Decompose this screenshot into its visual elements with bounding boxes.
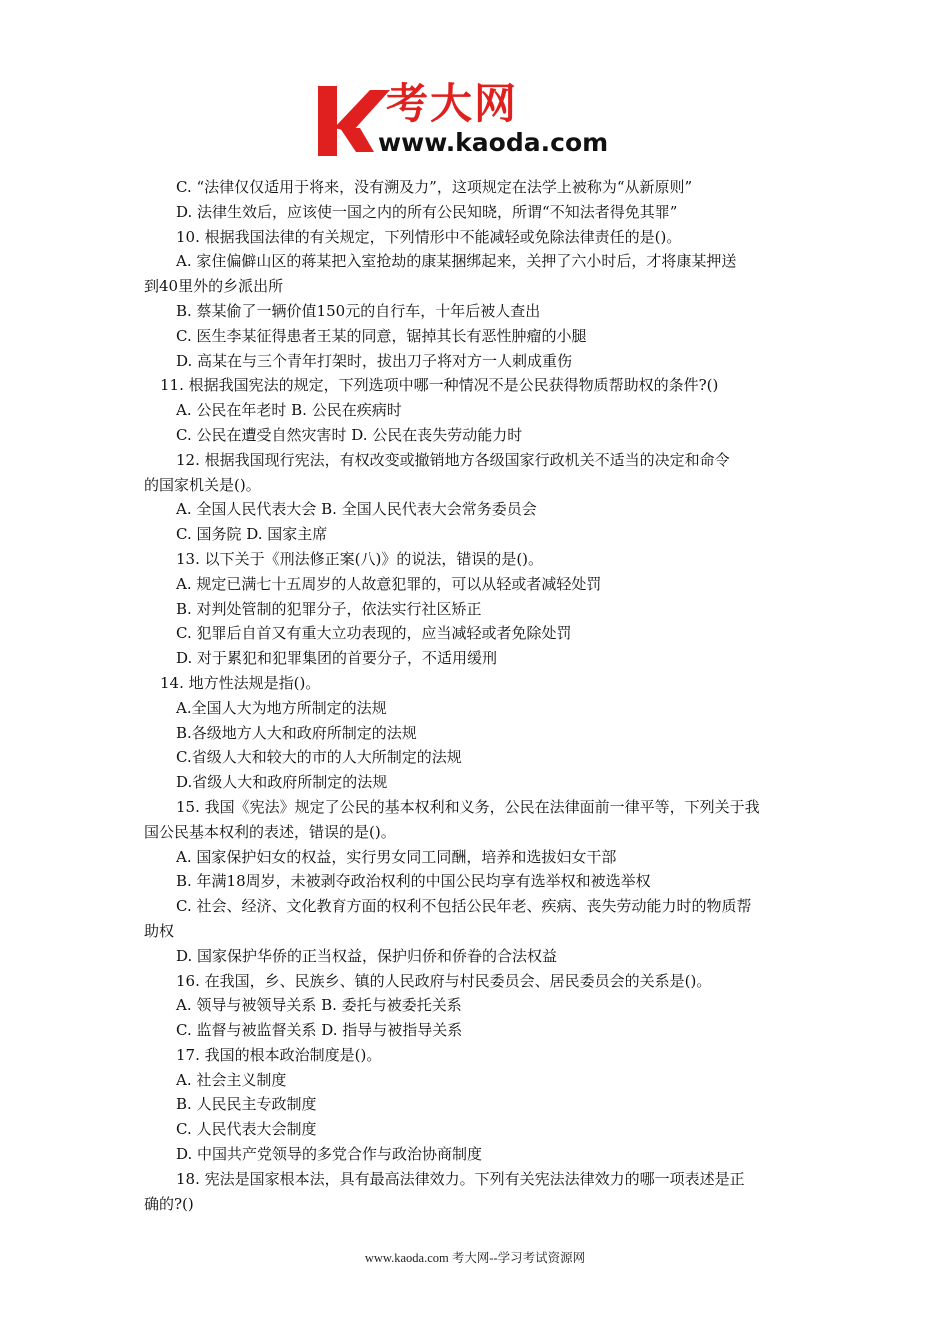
text-line: C. 医生李某征得患者王某的同意，锯掉其长有恶性肿瘤的小腿 (176, 326, 587, 345)
text-line: B. 人民民主专政制度 (176, 1095, 317, 1114)
text-line: B. 蔡某偷了一辆价值150元的自行车，十年后被人查出 (176, 301, 541, 320)
text-line: A. 国家保护妇女的权益，实行男女同工同酬，培养和选拔妇女干部 (176, 847, 617, 866)
text-line: D. 对于累犯和犯罪集团的首要分子，不适用缓刑 (176, 649, 498, 668)
text-line: 10. 根据我国法律的有关规定，下列情形中不能减轻或免除法律责任的是()。 (176, 227, 682, 246)
text-line: D. 高某在与三个青年打架时，拔出刀子将对方一人刺成重伤 (176, 351, 573, 370)
text-line: 到40里外的乡派出所 (144, 277, 284, 296)
text-line: D. 国家保护华侨的正当权益，保护归侨和侨眷的合法权益 (176, 946, 558, 965)
text-line: D. 法律生效后，应该使一国之内的所有公民知晓，所谓“不知法者得免其罪” (176, 202, 678, 221)
text-line: 助权 (144, 921, 175, 940)
text-line: 15. 我国《宪法》规定了公民的基本权利和义务，公民在法律面前一律平等，下列关于我 (176, 797, 760, 816)
text-line: C.省级人大和较大的市的人大所制定的法规 (176, 748, 462, 767)
text-line: C. 人民代表大会制度 (176, 1120, 317, 1139)
text-line: C. 国务院 D. 国家主席 (176, 525, 328, 544)
text-line: 16. 在我国，乡、民族乡、镇的人民政府与村民委员会、居民委员会的关系是()。 (176, 971, 712, 990)
text-line: 13. 以下关于《刑法修正案(八)》的说法，错误的是()。 (176, 549, 544, 568)
text-line: A.全国人大为地方所制定的法规 (176, 698, 387, 717)
text-line: 18. 宪法是国家根本法，具有最高法律效力。下列有关宪法法律效力的哪一项表述是正 (176, 1169, 745, 1188)
text-line: D. 中国共产党领导的多党合作与政治协商制度 (176, 1145, 483, 1164)
text-line: A. 社会主义制度 (176, 1070, 287, 1089)
text-line: 确的?() (144, 1194, 194, 1213)
logo-brand-text: 考大网 (386, 79, 519, 128)
page-footer: www.kaoda.com 考大网--学习考试资源网 (364, 1251, 586, 1265)
text-line: A. 领导与被领导关系 B. 委托与被委托关系 (176, 996, 462, 1015)
text-line: A. 规定已满七十五周岁的人故意犯罪的，可以从轻或者减轻处罚 (176, 574, 602, 593)
text-line: 11. 根据我国宪法的规定，下列选项中哪一种情况不是公民获得物质帮助权的条件?() (160, 376, 719, 395)
text-line: B. 对判处管制的犯罪分子，依法实行社区矫正 (176, 599, 482, 618)
text-line: 的国家机关是()。 (144, 475, 261, 494)
text-line: C. 公民在遭受自然灾害时 D. 公民在丧失劳动能力时 (176, 425, 523, 444)
text-line: D.省级人大和政府所制定的法规 (176, 773, 388, 792)
text-line: C. 监督与被监督关系 D. 指导与被指导关系 (176, 1021, 463, 1040)
text-line: C. 犯罪后自首又有重大立功表现的，应当减轻或者免除处罚 (176, 624, 572, 643)
text-line: C. 社会、经济、文化教育方面的权利不包括公民年老、疾病、丧失劳动能力时的物质帮 (176, 897, 752, 916)
text-line: C. “法律仅仅适用于将来，没有溯及力”，这项规定在法学上被称为“从新原则” (176, 178, 693, 196)
text-line: 17. 我国的根本政治制度是()。 (176, 1045, 382, 1064)
text-line: A. 家住偏僻山区的蒋某把入室抢劫的康某捆绑起来，关押了六小时后，才将康某押送 (176, 252, 737, 271)
text-line: 12. 根据我国现行宪法，有权改变或撤销地方各级国家行政机关不适当的决定和命令 (176, 450, 730, 469)
text-line: 国公民基本权利的表述，错误的是()。 (144, 822, 396, 841)
document-body (144, 175, 808, 1216)
text-line: B.各级地方人大和政府所制定的法规 (176, 723, 417, 742)
kaoda-logo (318, 80, 638, 162)
text-line: A. 全国人民代表大会 B. 全国人民代表大会常务委员会 (176, 500, 537, 519)
text-line: B. 年满18周岁，未被剥夺政治权利的中国公民均享有选举权和被选举权 (176, 872, 651, 891)
text-line: 14. 地方性法规是指()。 (160, 673, 321, 692)
text-line: A. 公民在年老时 B. 公民在疾病时 (176, 401, 402, 420)
logo-url-text: www.kaoda.com (378, 128, 609, 157)
